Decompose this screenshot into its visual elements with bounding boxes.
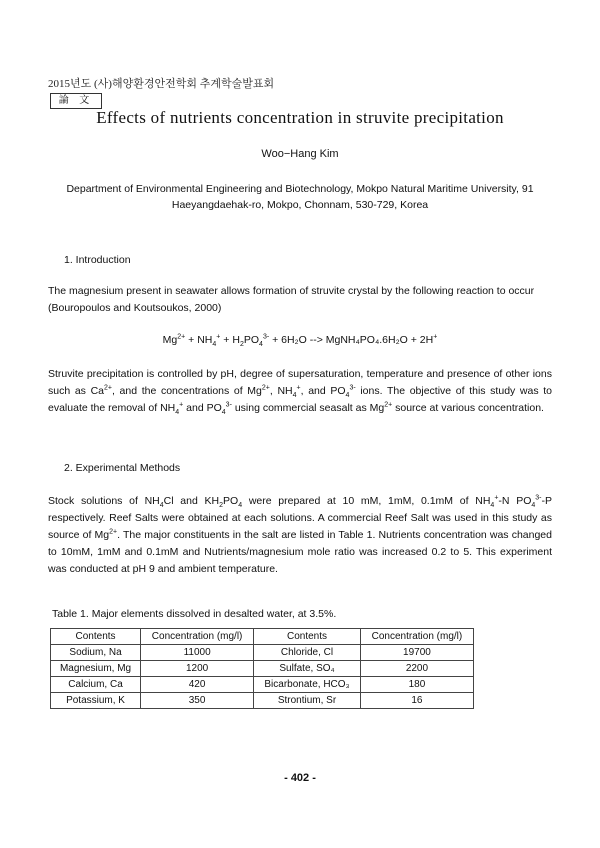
table-header-row <box>51 629 474 645</box>
author-name: Woo−Hang Kim <box>261 148 339 160</box>
eq-po: PO <box>243 334 260 346</box>
affiliation <box>48 181 552 213</box>
reaction-equation <box>0 333 600 349</box>
eq-nh4-charge: + <box>216 333 221 341</box>
m-sup-4: + <box>494 494 499 502</box>
page-number: - 402 - <box>284 772 316 784</box>
p2-text-5: ions. The objective of this study was to evaluate the removal of NH <box>48 385 553 414</box>
eq-products: + 6H₂O --> MgNH₄PO₄.6H₂O + 2H <box>269 334 434 346</box>
table-cell: 19700 <box>360 645 473 661</box>
affiliation-line-2: Haeyangdaehak-ro, Mokpo, Chonnam, 530-729, Korea <box>171 199 429 211</box>
elements-table <box>50 628 474 709</box>
eq-nh4-sub: 4 <box>212 341 217 349</box>
p2-sup-7: 2+ <box>384 401 393 409</box>
conference-header: 2015년도 (사)해양환경안전학회 추계학술발표회 <box>48 78 275 90</box>
p2-text-8: source at various concentration. <box>392 402 544 414</box>
p2-sup-2: 2+ <box>261 384 270 392</box>
intro-paragraph-2 <box>48 366 552 417</box>
table-header-cell: Concentration (mg/l) <box>141 629 254 645</box>
p2-sup-1: 2+ <box>104 384 112 392</box>
table-cell: 1200 <box>141 661 254 677</box>
table-header-cell: Contents <box>51 629 141 645</box>
p2-sub-4: 4 <box>345 392 350 400</box>
table-cell: Strontium, Sr <box>254 693 361 709</box>
p2-sup-5: + <box>179 401 184 409</box>
table-cell: 11000 <box>141 645 254 661</box>
intro-p1-line-2: (Bouropoulos and Koutsoukos, 2000) <box>48 302 222 314</box>
table-cell: Calcium, Ca <box>51 677 141 693</box>
table-cell: 350 <box>141 693 254 709</box>
table-cell: Chloride, Cl <box>254 645 361 661</box>
table-cell: Bicarbonate, HCO₃ <box>254 677 361 693</box>
m-text-4: were prepared at 10 mM, 1mM, 0.1mM of NH <box>242 495 491 507</box>
table-cell: Sodium, Na <box>51 645 141 661</box>
table-row <box>51 645 474 661</box>
m-sub-4: 4 <box>490 502 495 510</box>
affiliation-line-1: Department of Environmental Engineering and Biotechnology, Mokpo Natural Maritime University, 91 <box>66 183 534 195</box>
table-cell: Sulfate, SO₄ <box>254 661 361 677</box>
table-caption: Table 1. Major elements dissolved in desalted water, at 3.5%. <box>52 608 337 620</box>
p2-text-2: , and the concentrations of Mg <box>111 385 262 397</box>
m-text-3: PO <box>223 495 239 507</box>
p2-sup-4: 3- <box>349 384 356 392</box>
p2-text-4: , and PO <box>300 385 346 397</box>
p2-sub-5: 4 <box>175 409 180 417</box>
table-header-cell: Concentration (mg/l) <box>360 629 473 645</box>
paper-title: Effects of nutrients concentration in struvite precipitation <box>96 108 504 127</box>
p2-sub-3: 4 <box>292 392 297 400</box>
eq-h-charge: + <box>433 333 438 341</box>
table-cell: 16 <box>360 693 473 709</box>
m-text-7: . The major constituents in the salt are listed in Table 1. Nutrients concentration was changed to 10mM, 1mM and 0.1mM and Nutrients/magnesium mole ratio was increased 0.2 to 5. This experiment was conducted at pH 9 and ambient temperature. <box>48 529 552 575</box>
table-row <box>51 677 474 693</box>
m-text-6: -P respectively. Reef Salts were obtained at each solutions. A commercial Reef Salt was used in this study as source of Mg <box>48 495 553 541</box>
eq-mg: Mg <box>162 334 178 346</box>
p2-text-6: and PO <box>183 402 222 414</box>
table-header-cell: Contents <box>254 629 361 645</box>
intro-p1-line-1: The magnesium present in seawater allows formation of struvite crystal by the following reaction to occur <box>48 285 535 297</box>
section-heading-methods: 2. Experimental Methods <box>64 462 181 474</box>
table-cell: Potassium, K <box>51 693 141 709</box>
m-sub-3: 4 <box>238 502 243 510</box>
article-type-label: 論 文 <box>50 93 102 109</box>
p2-sup-3: + <box>296 384 301 392</box>
eq-po4-sub: 4 <box>259 341 263 349</box>
methods-paragraph <box>48 493 552 578</box>
p2-text-3: , NH <box>269 385 293 397</box>
m-sup-5: 3- <box>535 494 542 502</box>
m-text-2: Cl and KH <box>163 495 220 507</box>
eq-nh: + NH <box>185 334 213 346</box>
p2-sup-6: 3- <box>225 401 232 409</box>
table-cell: 2200 <box>360 661 473 677</box>
m-sup-6: 2+ <box>109 528 118 536</box>
table-cell: Magnesium, Mg <box>51 661 141 677</box>
eq-po4-charge: 3- <box>262 333 270 341</box>
m-sub-1: 4 <box>159 502 164 510</box>
m-sub-5: 4 <box>531 502 536 510</box>
table-row <box>51 661 474 677</box>
section-heading-introduction: 1. Introduction <box>64 254 131 266</box>
eq-h2-sub: 2 <box>239 341 244 349</box>
table-row <box>51 693 474 709</box>
m-text-1: Stock solutions of NH <box>48 495 160 507</box>
eq-mg-charge: 2+ <box>177 333 186 341</box>
eq-h: + H <box>220 334 240 346</box>
p2-text-7: using commercial seasalt as Mg <box>231 402 385 414</box>
m-sub-2: 2 <box>219 502 224 510</box>
table-cell: 180 <box>360 677 473 693</box>
p2-text-1: Struvite precipitation is controlled by pH, degree of supersaturation, temperature and presence of other ions such as Ca <box>48 368 552 397</box>
m-text-5: -N PO <box>498 495 532 507</box>
intro-paragraph-1 <box>48 283 552 317</box>
p2-sub-6: 4 <box>221 409 226 417</box>
table-cell: 420 <box>141 677 254 693</box>
